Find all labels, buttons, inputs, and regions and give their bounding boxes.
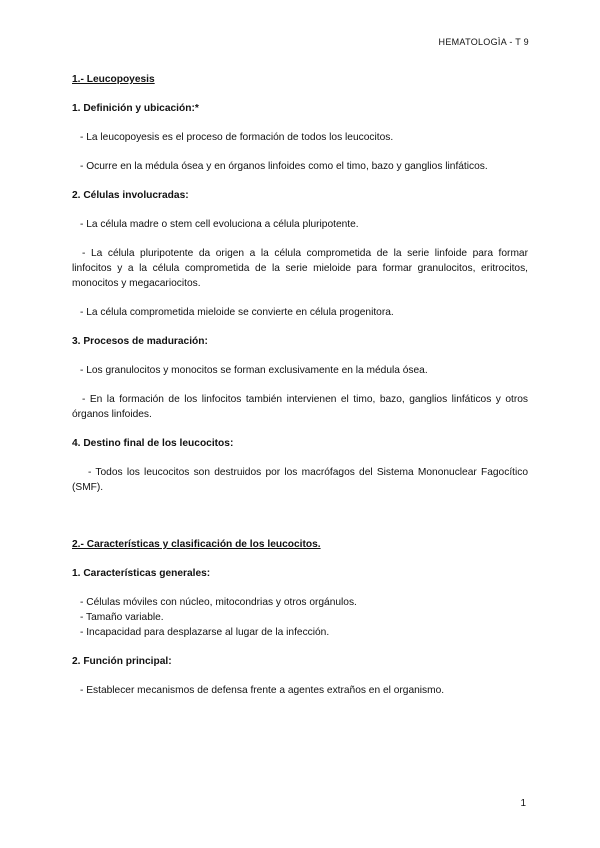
paragraph: - Ocurre en la médula ósea y en órganos linfoides como el timo, bazo y ganglios linfáticos. bbox=[80, 161, 488, 172]
subsection-heading: 1. Definición y ubicación:* bbox=[72, 103, 199, 114]
paragraph: - Los granulocitos y monocitos se forman exclusivamente en la médula ósea. bbox=[80, 365, 428, 376]
list-item: - Células móviles con núcleo, mitocondrias y otros orgánulos. bbox=[80, 597, 357, 608]
subsection-heading: 4. Destino final de los leucocitos: bbox=[72, 438, 234, 449]
section-title: 1.- Leucopoyesis bbox=[72, 74, 155, 85]
list-item: - Incapacidad para desplazarse al lugar de la infección. bbox=[80, 627, 330, 638]
paragraph: - La leucopoyesis es el proceso de formación de todos los leucocitos. bbox=[80, 132, 394, 143]
running-header: HEMATOLOGÌA - T 9 bbox=[438, 37, 529, 47]
section-title: 2.- Características y clasificación de los leucocitos. bbox=[72, 539, 321, 550]
paragraph: - La célula comprometida mieloide se convierte en célula progenitora. bbox=[80, 307, 394, 318]
subsection-heading: 2. Células involucradas: bbox=[72, 190, 189, 201]
list-item: - Tamaño variable. bbox=[80, 612, 164, 623]
subsection-heading: 1. Características generales: bbox=[72, 568, 211, 579]
document-body bbox=[72, 72, 528, 698]
subsection-heading: 3. Procesos de maduración: bbox=[72, 336, 208, 347]
paragraph: - Establecer mecanismos de defensa frente a agentes extraños en el organismo. bbox=[80, 685, 445, 696]
paragraph: - Todos los leucocitos son destruidos por los macrófagos del Sistema Mononuclear Fagocítico (SMF). bbox=[72, 467, 528, 493]
page-number: 1 bbox=[520, 798, 526, 809]
subsection-heading: 2. Función principal: bbox=[72, 656, 172, 667]
paragraph: - En la formación de los linfocitos también intervienen el timo, bazo, ganglios linfáticos y otros órganos linfoides. bbox=[72, 394, 528, 420]
paragraph: - La célula pluripotente da origen a la célula comprometida de la serie linfoide para formar linfocitos y a la célula comprometida de la serie mieloide para formar granulocitos, eritrocitos, monocitos y megacariocitos. bbox=[72, 248, 528, 289]
paragraph: - La célula madre o stem cell evoluciona a célula pluripotente. bbox=[80, 219, 359, 230]
